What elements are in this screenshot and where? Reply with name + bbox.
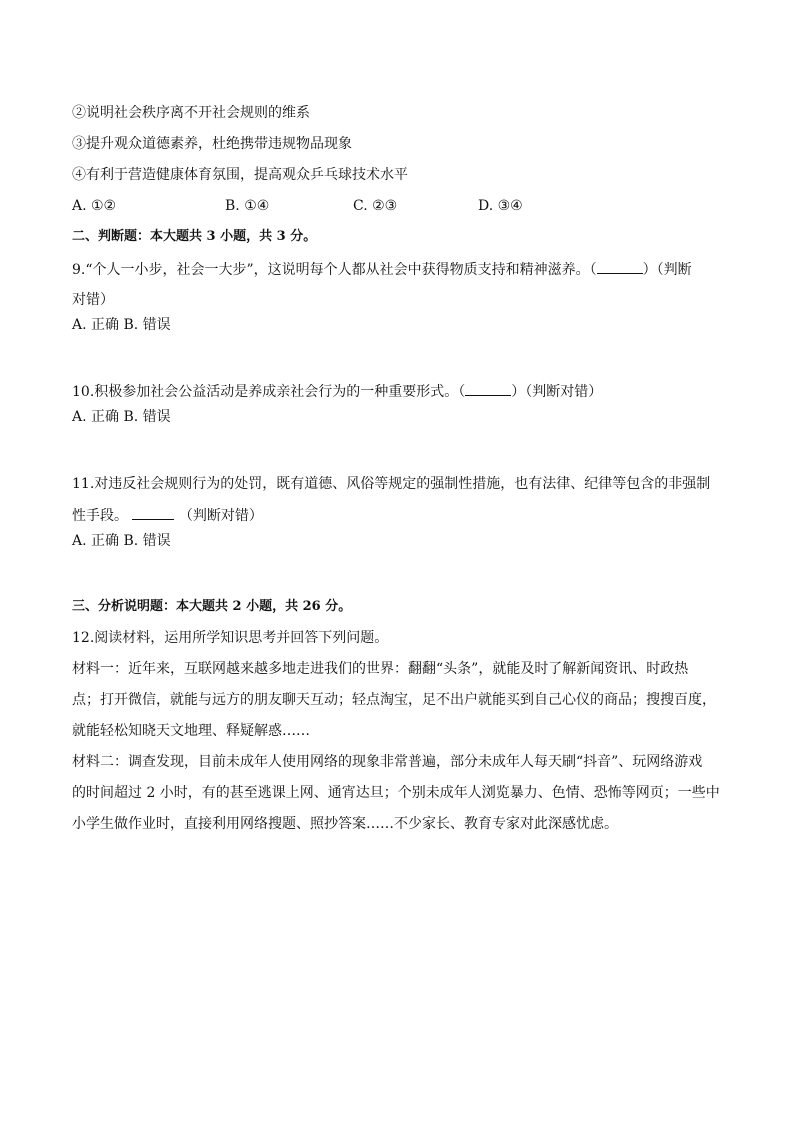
section3-title: 三、分析说明题：本大题共 2 小题，共 26 分。 (72, 599, 352, 614)
q11-line1: 11.对违反社会规则行为的处罚，既有道德、风俗等规定的强制性措施，也有法律、纪律等包含的非强制 (72, 476, 711, 492)
q9-line2: 对错） (72, 292, 114, 308)
q11-answer-blank[interactable] (132, 505, 174, 520)
q8-options (72, 196, 632, 216)
q9-line1 (72, 259, 692, 280)
q8-option-b[interactable]: B. ①④ (225, 198, 270, 214)
q8-option-a[interactable]: A. ①② (72, 198, 117, 214)
q8-statement-2: ②说明社会秩序离不开社会规则的维系 (72, 105, 310, 121)
q12-material1-line2: 点；打开微信，就能与远方的朋友聊天互动；轻点淘宝，足不出户就能买到自己心仪的商品；搜搜百度， (72, 692, 716, 708)
q9-answer-blank[interactable] (597, 259, 643, 274)
q11-line2 (72, 505, 263, 526)
q11-text-end: （判断对错） (178, 508, 263, 524)
q12-material2-line3: 小学生做作业时，直接利用网络搜题、照抄答案……不少家长、教育专家对此深感忧虑。 (72, 816, 618, 832)
q10-text: 10.积极参加社会公益活动是养成亲社会行为的一种重要形式。（ (72, 384, 466, 400)
q8-statement-3: ③提升观众道德素养，杜绝携带违规物品现象 (72, 136, 352, 152)
q11-text: 性手段。 (72, 508, 128, 524)
q9-answer-options[interactable]: A. 正确 B. 错误 (72, 317, 171, 333)
q10-answer-options[interactable]: A. 正确 B. 错误 (72, 409, 171, 425)
section2-title: 二、判断题：本大题共 3 小题，共 3 分。 (72, 229, 317, 244)
q9-text: 9.“个人一小步，社会一大步”，这说明每个人都从社会中获得物质支持和精神滋养。（ (72, 262, 597, 278)
q12-material1-line3: 就能轻松知晓天文地理、释疑解惑…… (72, 723, 310, 739)
q8-option-d[interactable]: D. ③④ (478, 198, 523, 214)
q12-prompt: 12.阅读材料，运用所学知识思考并回答下列问题。 (72, 630, 389, 646)
q11-answer-options[interactable]: A. 正确 B. 错误 (72, 533, 171, 549)
q8-statement-4: ④有利于营造健康体育氛围，提高观众乒乓球技术水平 (72, 167, 408, 183)
q8-option-c[interactable]: C. ②③ (353, 198, 398, 214)
q12-material2-line2: 的时间超过 2 小时，有的甚至逃课上网、通宵达旦；个别未成年人浏览暴力、色情、恐怖等网页；一些中 (72, 785, 720, 801)
q12-material1-line1: 材料一：近年来，互联网越来越多地走进我们的世界：翻翻“头条”，就能及时了解新闻资讯、时政热 (72, 661, 689, 677)
q9-text-end: ）（判断 (642, 262, 692, 278)
q12-material2-line1: 材料二：调查发现，目前未成年人使用网络的现象非常普遍，部分未成年人每天刷“抖音”、玩网络游戏 (72, 754, 703, 770)
q10-line1 (72, 381, 602, 402)
q10-answer-blank[interactable] (465, 381, 511, 396)
q10-text-end: ）（判断对错） (511, 384, 603, 400)
